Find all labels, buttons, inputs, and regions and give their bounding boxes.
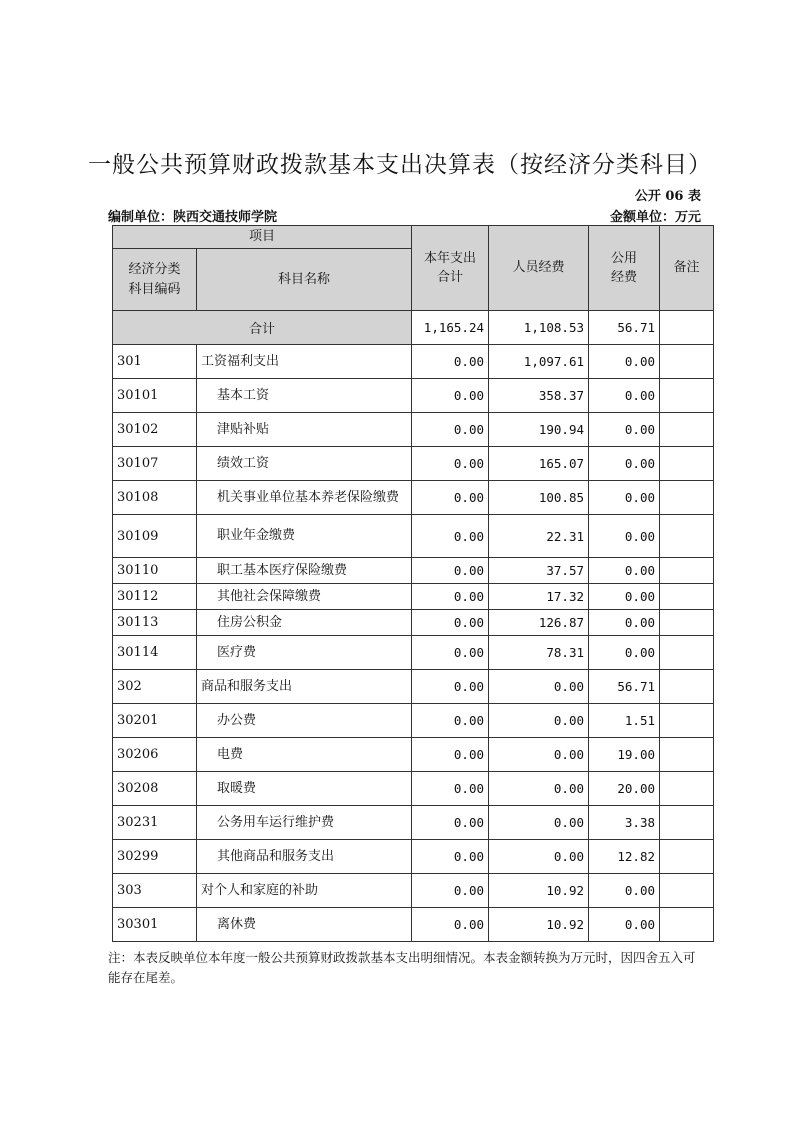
name-cell: 职业年金缴费 xyxy=(197,515,412,558)
name-cell: 津贴补贴 xyxy=(197,413,412,447)
code-cell: 30108 xyxy=(113,481,197,515)
table-row xyxy=(113,806,714,840)
name-cell: 对个人和家庭的补助 xyxy=(197,874,412,908)
total-cell: 0.00 xyxy=(412,636,489,670)
table-row xyxy=(113,704,714,738)
total-cell: 0.00 xyxy=(412,481,489,515)
remark-cell xyxy=(660,670,714,704)
header-project: 项目 xyxy=(113,226,412,249)
personnel-cell: 0.00 xyxy=(489,704,589,738)
total-cell: 0.00 xyxy=(412,772,489,806)
table-row xyxy=(113,772,714,806)
public-cell: 0.00 xyxy=(589,636,660,670)
table-row xyxy=(113,345,714,379)
personnel-cell: 0.00 xyxy=(489,806,589,840)
code-cell: 303 xyxy=(113,874,197,908)
code-cell: 30107 xyxy=(113,447,197,481)
personnel-cell: 17.32 xyxy=(489,584,589,610)
public-cell: 20.00 xyxy=(589,772,660,806)
personnel-cell: 10.92 xyxy=(489,874,589,908)
total-cell: 0.00 xyxy=(412,840,489,874)
total-amount: 1,165.24 xyxy=(412,311,489,345)
remark-cell xyxy=(660,413,714,447)
public-cell: 0.00 xyxy=(589,515,660,558)
table-row xyxy=(113,840,714,874)
header-personnel: 人员经费 xyxy=(489,226,589,311)
public-cell: 19.00 xyxy=(589,738,660,772)
public-cell: 0.00 xyxy=(589,558,660,584)
personnel-cell: 10.92 xyxy=(489,908,589,942)
header-code: 经济分类科目编码 xyxy=(113,249,197,311)
public-cell: 0.00 xyxy=(589,413,660,447)
personnel-cell: 0.00 xyxy=(489,738,589,772)
code-cell: 30114 xyxy=(113,636,197,670)
expenditure-table xyxy=(112,225,714,942)
total-cell: 0.00 xyxy=(412,908,489,942)
footnote: 注：本表反映单位本年度一般公共预算财政拨款基本支出明细情况。本表金额转换为万元时，因四舍五入可能存在尾差。 xyxy=(108,950,696,985)
remark-cell xyxy=(660,610,714,636)
header-name: 科目名称 xyxy=(197,249,412,311)
organization-label: 编制单位：陕西交通技师学院 xyxy=(108,210,278,225)
code-cell: 30299 xyxy=(113,840,197,874)
remark-cell xyxy=(660,908,714,942)
total-remark xyxy=(660,311,714,345)
remark-cell xyxy=(660,558,714,584)
name-cell: 职工基本医疗保险缴费 xyxy=(197,558,412,584)
name-cell: 绩效工资 xyxy=(197,447,412,481)
header-row-project xyxy=(113,226,714,249)
total-cell: 0.00 xyxy=(412,345,489,379)
public-cell: 0.00 xyxy=(589,908,660,942)
total-cell: 0.00 xyxy=(412,584,489,610)
header-public: 公用经费 xyxy=(589,226,660,311)
table-row xyxy=(113,874,714,908)
remark-cell xyxy=(660,481,714,515)
name-cell: 商品和服务支出 xyxy=(197,670,412,704)
personnel-cell: 37.57 xyxy=(489,558,589,584)
public-cell: 0.00 xyxy=(589,379,660,413)
total-cell: 0.00 xyxy=(412,670,489,704)
public-cell: 3.38 xyxy=(589,806,660,840)
public-cell: 0.00 xyxy=(589,447,660,481)
total-personnel: 1,108.53 xyxy=(489,311,589,345)
name-cell: 工资福利支出 xyxy=(197,345,412,379)
remark-cell xyxy=(660,379,714,413)
table-row xyxy=(113,379,714,413)
total-label: 合计 xyxy=(113,311,412,345)
total-cell: 0.00 xyxy=(412,874,489,908)
public-cell: 0.00 xyxy=(589,481,660,515)
table-row xyxy=(113,738,714,772)
total-cell: 0.00 xyxy=(412,610,489,636)
personnel-cell: 165.07 xyxy=(489,447,589,481)
total-cell: 0.00 xyxy=(412,379,489,413)
total-row xyxy=(113,311,714,345)
header-total: 本年支出合计 xyxy=(412,226,489,311)
table-row xyxy=(113,481,714,515)
public-cell: 1.51 xyxy=(589,704,660,738)
name-cell: 离休费 xyxy=(197,908,412,942)
table-row xyxy=(113,610,714,636)
public-cell: 0.00 xyxy=(589,584,660,610)
code-cell: 30110 xyxy=(113,558,197,584)
personnel-cell: 190.94 xyxy=(489,413,589,447)
name-cell: 办公费 xyxy=(197,704,412,738)
code-cell: 30112 xyxy=(113,584,197,610)
total-cell: 0.00 xyxy=(412,806,489,840)
name-cell: 住房公积金 xyxy=(197,610,412,636)
personnel-cell: 0.00 xyxy=(489,670,589,704)
public-cell: 0.00 xyxy=(589,874,660,908)
name-cell: 机关事业单位基本养老保险缴费 xyxy=(197,481,412,515)
total-cell: 0.00 xyxy=(412,515,489,558)
code-cell: 30206 xyxy=(113,738,197,772)
table-row xyxy=(113,447,714,481)
name-cell: 其他社会保障缴费 xyxy=(197,584,412,610)
remark-cell xyxy=(660,840,714,874)
table-body xyxy=(113,345,714,942)
page-title: 一般公共预算财政拨款基本支出决算表（按经济分类科目） xyxy=(88,152,712,178)
amount-unit-label: 金额单位：万元 xyxy=(609,210,701,225)
remark-cell xyxy=(660,874,714,908)
personnel-cell: 0.00 xyxy=(489,772,589,806)
name-cell: 取暖费 xyxy=(197,772,412,806)
name-cell: 公务用车运行维护费 xyxy=(197,806,412,840)
public-cell: 0.00 xyxy=(589,610,660,636)
name-cell: 电费 xyxy=(197,738,412,772)
remark-cell xyxy=(660,447,714,481)
code-cell: 302 xyxy=(113,670,197,704)
total-cell: 0.00 xyxy=(412,413,489,447)
remark-cell xyxy=(660,704,714,738)
name-cell: 医疗费 xyxy=(197,636,412,670)
table-row xyxy=(113,670,714,704)
table-row xyxy=(113,908,714,942)
total-cell: 0.00 xyxy=(412,738,489,772)
code-cell: 30201 xyxy=(113,704,197,738)
remark-cell xyxy=(660,515,714,558)
total-cell: 0.00 xyxy=(412,558,489,584)
name-cell: 基本工资 xyxy=(197,379,412,413)
form-number: 公开 06 表 xyxy=(634,189,701,204)
name-cell: 其他商品和服务支出 xyxy=(197,840,412,874)
header-remark: 备注 xyxy=(660,226,714,311)
personnel-cell: 78.31 xyxy=(489,636,589,670)
remark-cell xyxy=(660,738,714,772)
public-cell: 12.82 xyxy=(589,840,660,874)
public-cell: 56.71 xyxy=(589,670,660,704)
personnel-cell: 1,097.61 xyxy=(489,345,589,379)
personnel-cell: 126.87 xyxy=(489,610,589,636)
personnel-cell: 22.31 xyxy=(489,515,589,558)
remark-cell xyxy=(660,636,714,670)
personnel-cell: 358.37 xyxy=(489,379,589,413)
table-row xyxy=(113,636,714,670)
code-cell: 30301 xyxy=(113,908,197,942)
table-row xyxy=(113,558,714,584)
remark-cell xyxy=(660,772,714,806)
table-row xyxy=(113,413,714,447)
total-cell: 0.00 xyxy=(412,704,489,738)
code-cell: 30102 xyxy=(113,413,197,447)
remark-cell xyxy=(660,584,714,610)
code-cell: 30208 xyxy=(113,772,197,806)
code-cell: 301 xyxy=(113,345,197,379)
remark-cell xyxy=(660,806,714,840)
remark-cell xyxy=(660,345,714,379)
total-public: 56.71 xyxy=(589,311,660,345)
table-row xyxy=(113,584,714,610)
personnel-cell: 100.85 xyxy=(489,481,589,515)
code-cell: 30231 xyxy=(113,806,197,840)
total-cell: 0.00 xyxy=(412,447,489,481)
code-cell: 30101 xyxy=(113,379,197,413)
table-row xyxy=(113,515,714,558)
personnel-cell: 0.00 xyxy=(489,840,589,874)
code-cell: 30113 xyxy=(113,610,197,636)
public-cell: 0.00 xyxy=(589,345,660,379)
code-cell: 30109 xyxy=(113,515,197,558)
